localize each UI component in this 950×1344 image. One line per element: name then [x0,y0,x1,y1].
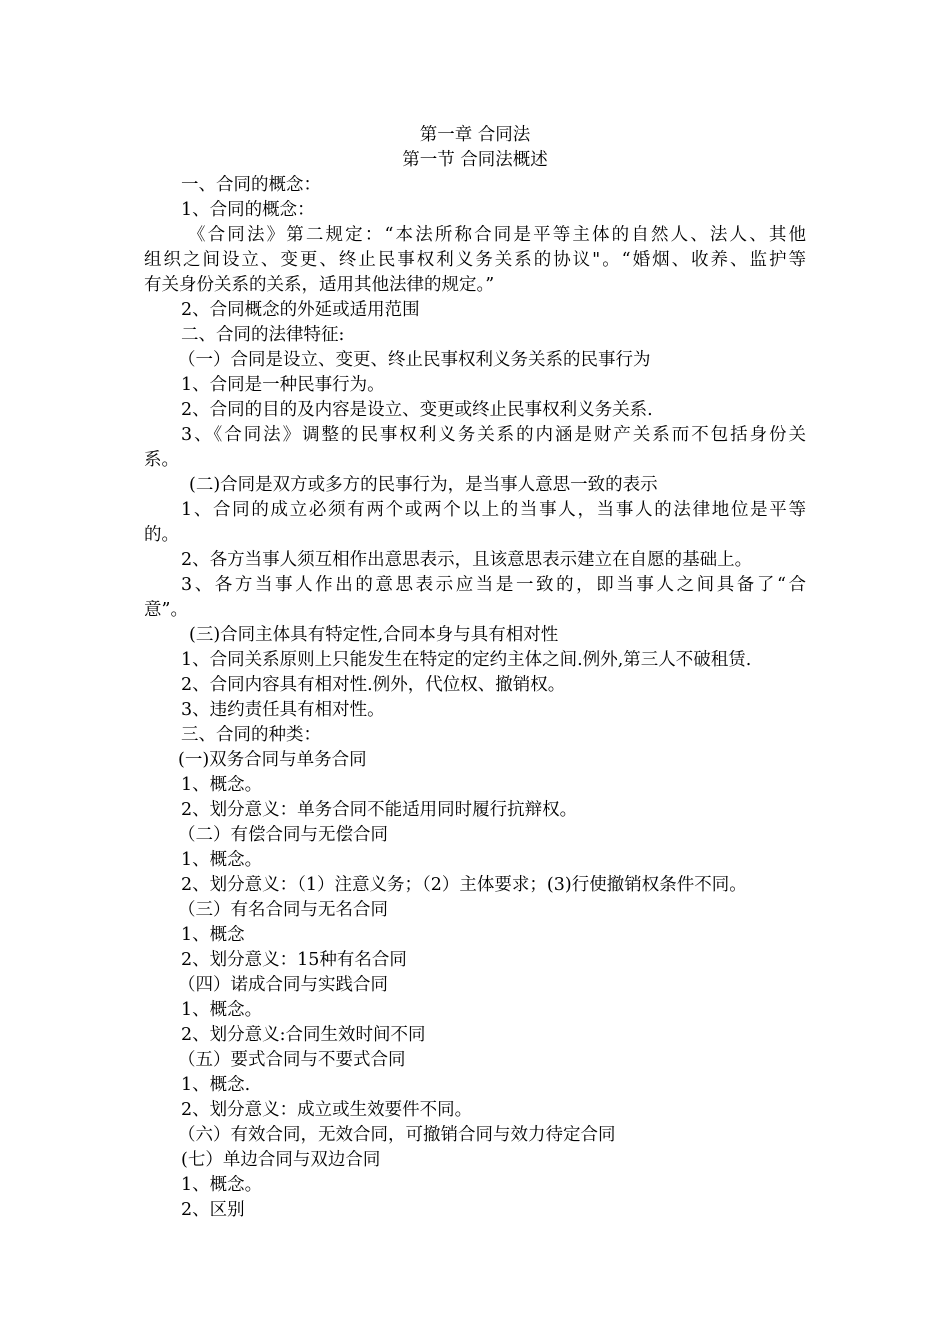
paragraph-line: 组织之间设立、变更、终止民事权利义务关系的协议"。“婚烟、收养、监护等 [144,250,806,270]
subheading-line: (一)双务合同与单务合同 [178,750,367,770]
chapter-title: 第一章 合同法 [419,125,531,145]
paragraph-line: 系。 [144,450,179,470]
subheading-line: （一）合同是设立、变更、终止民事权利义务关系的民事行为 [178,350,651,370]
text-line: 1、合同的概念： [181,200,315,220]
heading-line: 一、合同的概念： [181,175,321,195]
paragraph-line: 的。 [144,525,179,545]
paragraph-line: 3、各方当事人作出的意思表示应当是一致的，即当事人之间具备了“合 [181,575,806,595]
text-line: 1、概念。 [181,775,263,795]
subheading-line: (七）单边合同与双边合同 [181,1150,381,1170]
text-line: 2、各方当事人须互相作出意思表示，且该意思表示建立在自愿的基础上。 [181,550,753,570]
subheading-line: (二)合同是双方或多方的民事行为，是当事人意思一致的表示 [189,475,658,495]
text-line: 3、违约责任具有相对性。 [181,700,385,720]
text-line: 1、概念。 [181,850,263,870]
heading-line: 二、合同的法律特征: [181,325,345,345]
subheading-line: （二）有偿合同与无偿合同 [178,825,388,845]
text-line: 1、合同是一种民事行为。 [181,375,385,395]
subheading-line: (三)合同主体具有特定性,合同本身与具有相对性 [189,625,559,645]
text-line: 2、合同的目的及内容是设立、变更或终止民事权利义务关系. [181,400,653,420]
text-line: 2、划分意义:合同生效时间不同 [181,1025,426,1045]
text-line: 1、概念 [181,925,245,945]
text-line: 2、合同内容具有相对性.例外，代位权、撤销权。 [181,675,566,695]
paragraph-line: 有关身份关系的关系，适用其他法律的规定。” [144,275,495,295]
text-line: 1、合同关系原则上只能发生在特定的定约主体之间.例外,第三人不破租赁. [181,650,752,670]
heading-line: 三、合同的种类： [181,725,321,745]
section-title: 第一节 合同法概述 [402,150,548,170]
paragraph-line: 意”。 [144,600,188,620]
text-line: 2、划分意义：15种有名合同 [181,950,407,970]
paragraph-line: 3、《合同法》调整的民事权利义务关系的内涵是财产关系而不包括身份关 [181,425,806,445]
subheading-line: （四）诺成合同与实践合同 [178,975,388,995]
subheading-line: （三）有名合同与无名合同 [178,900,388,920]
subheading-line: （五）要式合同与不要式合同 [178,1050,406,1070]
text-line: 2、划分意义：成立或生效要件不同。 [181,1100,473,1120]
subheading-line: （六）有效合同，无效合同，可撤销合同与效力待定合同 [178,1125,616,1145]
text-line: 2、合同概念的外延或适用范围 [181,300,420,320]
paragraph-line: 1、合同的成立必须有两个或两个以上的当事人，当事人的法律地位是平等 [181,500,806,520]
text-line: 2、划分意义：（1）注意义务；（2）主体要求；(3)行使撤销权条件不同。 [181,875,747,895]
text-line: 1、概念。 [181,1175,263,1195]
text-line: 1、概念. [181,1075,251,1095]
text-line: 2、划分意义：单务合同不能适用同时履行抗辩权。 [181,800,578,820]
text-line: 2、区别 [181,1200,245,1220]
text-line: 1、概念。 [181,1000,263,1020]
paragraph-line: 《合同法》第二规定：“本法所称合同是平等主体的自然人、法人、其他 [188,225,806,245]
